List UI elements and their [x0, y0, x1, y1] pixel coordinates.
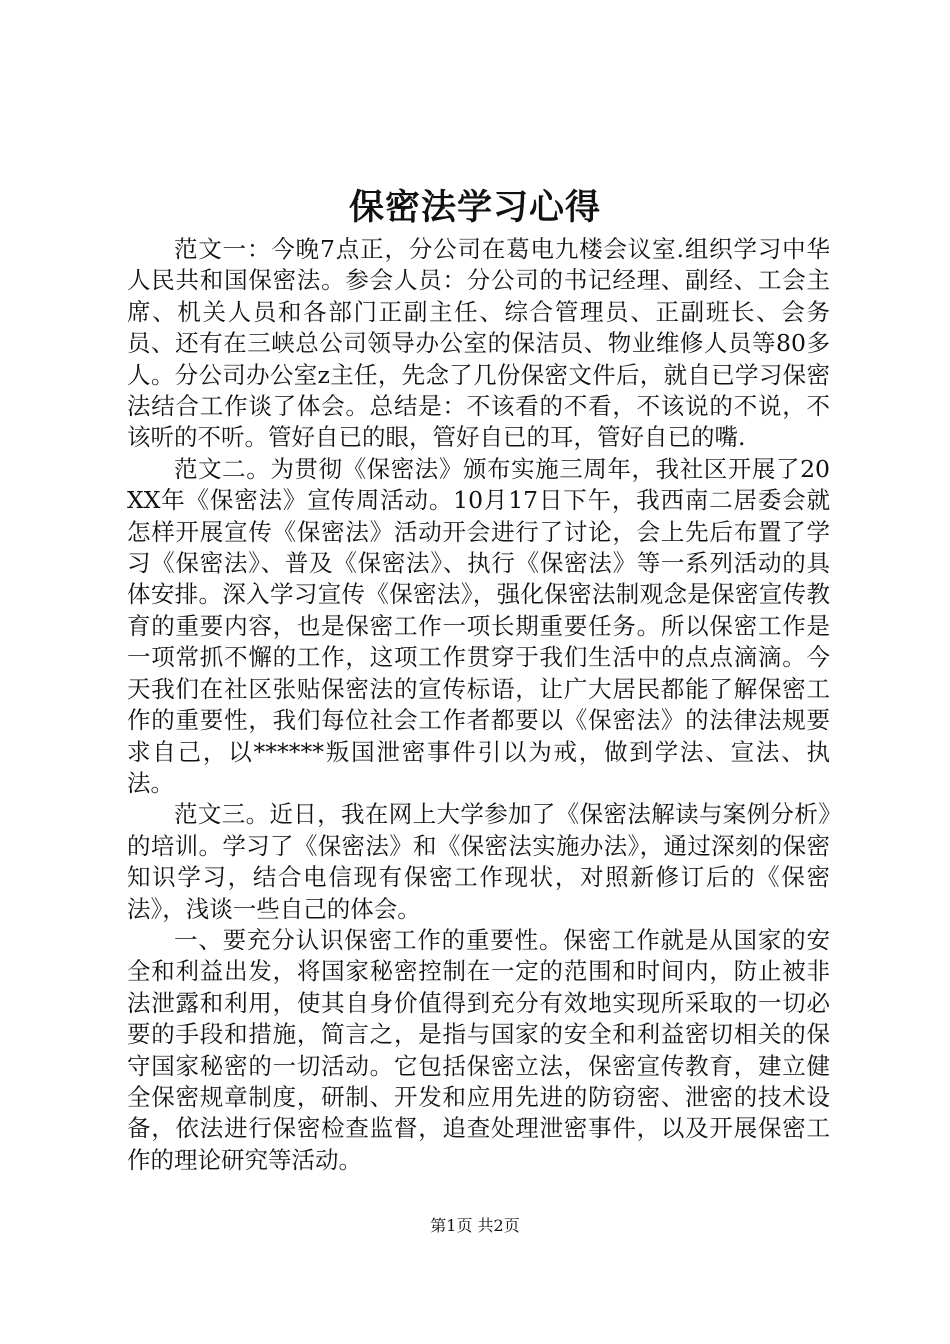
- page-number-footer: 第1页 共2页: [430, 1216, 520, 1235]
- paragraph-3: 范文三。近日，我在网上大学参加了《保密法解读与案例分析》的培训。学习了《保密法》和《保密法实施办法》，通过深刻的保密知识学习，结合电信现有保密工作现状，对照新修订后的《保密法》，浅谈一些自己的体会。: [127, 800, 830, 923]
- document-body: [127, 234, 830, 1176]
- paragraph-1: 范文一：今晚7点正，分公司在葛电九楼会议室.组织学习中华人民共和国保密法。参会人员：分公司的书记经理、副经、工会主席、机关人员和各部门正副主任、综合管理员、正副班长、会务员、还有在三峡总公司领导办公室的保洁员、物业维修人员等80多人。分公司办公室z主任，先念了几份保密文件后，就自已学习保密法结合工作谈了体会。总结是：不该看的不看，不该说的不说，不该听的不听。管好自已的眼，管好自已的耳，管好自已的嘴.: [127, 235, 830, 452]
- document-title: 保密法学习心得: [348, 187, 601, 228]
- paragraph-2: 范文二。为贯彻《保密法》颁布实施三周年，我社区开展了20XX年《保密法》宣传周活动。10月17日下午，我西南二居委会就怎样开展宣传《保密法》活动开会进行了讨论，会上先后布置了学习《保密法》、普及《保密法》、执行《保密法》等一系列活动的具体安排。深入学习宣传《保密法》，强化保密法制观念是保密宣传教育的重要内容，也是保密工作一项长期重要任务。所以保密工作是一项常抓不懈的工作，这项工作贯穿于我们生活中的点点滴滴。今天我们在社区张贴保密法的宣传标语，让广大居民都能了解保密工作的重要性，我们每位社会工作者都要以《保密法》的法律法规要求自己，以******叛国泄密事件引以为戒，做到学法、宣法、执法。: [127, 454, 830, 797]
- paragraph-4: 一、要充分认识保密工作的重要性。保密工作就是从国家的安全和利益出发，将国家秘密控制在一定的范围和时间内，防止被非法泄露和利用，使其自身价值得到充分有效地实现所采取的一切必要的手段和措施，简言之，是指与国家的安全和利益密切相关的保守国家秘密的一切活动。它包括保密立法，保密宣传教育，建立健全保密规章制度，研制、开发和应用先进的防窃密、泄密的技术设备，依法进行保密检查监督，追查处理泄密事件，以及开展保密工作的理论研究等活动。: [127, 925, 830, 1174]
